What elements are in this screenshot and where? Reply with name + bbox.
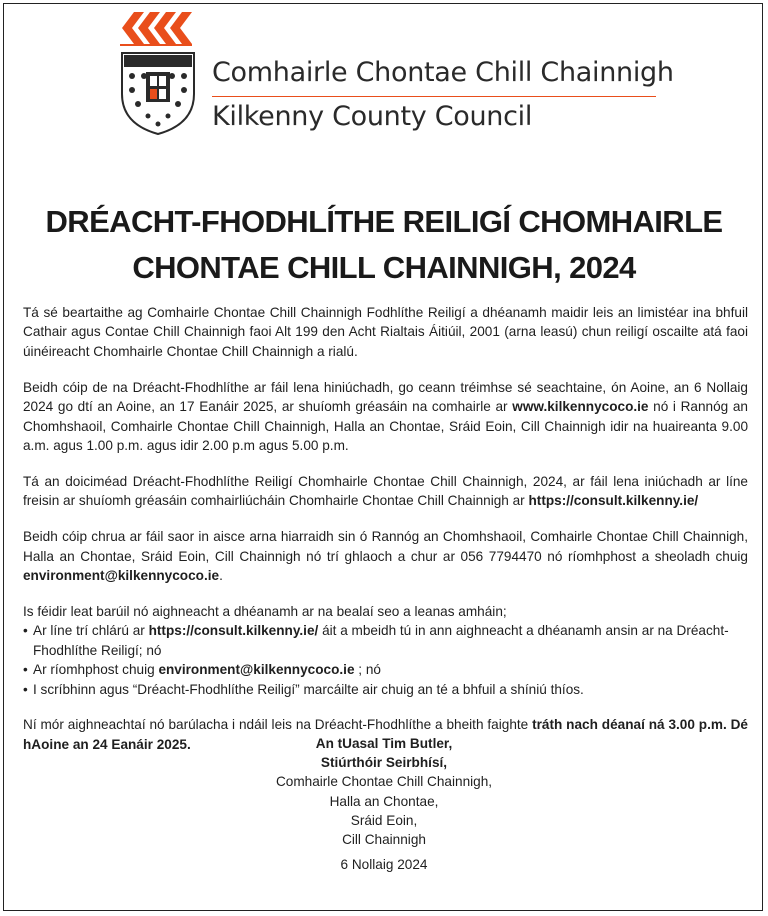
kilkenny-kk-logo-icon xyxy=(120,10,192,46)
method-online-text-b: áit a mbeidh tú in ann aighneacht a dhéanamh ansin ar na Dréacht-Fhodhlíthe Reiligí; nó xyxy=(33,623,729,658)
deadline-text: tráth nach déanaí ná 3.00 p.m. Dé hAoine an 24 Eanáir 2025. xyxy=(23,717,748,752)
notice-date: 6 Nollaig 2024 xyxy=(340,857,428,873)
signatory-organisation: Comhairle Chontae Chill Chainnigh, xyxy=(275,774,493,790)
submission-methods-list xyxy=(23,621,748,699)
method-email-text-b: ; nó xyxy=(354,662,381,678)
paragraph-submission-intro: Is féidir leat barúil nó aighneacht a dhéanamh ar na bealaí seo a leanas amháin; xyxy=(23,603,507,619)
address-line-2: Sráid Eoin, xyxy=(350,812,418,828)
council-name-english: Kilkenny County Council xyxy=(212,101,533,132)
signatory-role: Stiúrthóir Seirbhísí, xyxy=(320,755,448,771)
signature-block xyxy=(0,734,768,874)
title-line-1: DRÉACHT-FHODHLÍTHE REILIGÍ CHOMHAIRLE xyxy=(45,204,723,239)
method-writing: • I scríbhinn agus “Dréacht-Fhodhlíthe Reiligí” marcáilte air chuig an té a bhfuil a shíniú thíos. xyxy=(23,680,748,699)
paragraph-inspection xyxy=(23,378,748,456)
address-line-1: Halla an Chontae, xyxy=(329,793,439,809)
council-name-irish: Comhairle Chontae Chill Chainnigh xyxy=(212,57,674,88)
method-email-text-a: Ar ríomhphost chuig xyxy=(33,662,159,678)
paragraph-hard-copy-end: . xyxy=(219,567,223,583)
email-link[interactable]: environment@kilkennycoco.ie xyxy=(23,567,220,583)
paragraph-intro: Tá sé beartaithe ag Comhairle Chontae Chill Chainnigh Fodhlíthe Reiligí a dhéanamh maidir leis an limistéar ina bhfuil Cathair agus Contae Chill Chainnigh faoi Alt 199 den Acht Rialtais Áitiúil, 2001 (arna leasú) chun reiligí oscailte atá faoi úinéireacht Chomhairle Chontae Chill Chainnigh a rialú. xyxy=(23,305,748,359)
county-crest-icon xyxy=(118,50,198,136)
website-link[interactable]: www.kilkennycoco.ie xyxy=(512,399,649,415)
method-email-link[interactable]: environment@kilkennycoco.ie xyxy=(158,662,355,678)
signatory-name: An tUasal Tim Butler, xyxy=(315,736,453,751)
header-divider xyxy=(212,96,656,97)
method-online-link[interactable]: https://consult.kilkenny.ie/ xyxy=(148,623,319,639)
notice-body xyxy=(23,303,748,771)
paragraph-online xyxy=(23,472,748,511)
paragraph-hard-copy xyxy=(23,527,748,585)
title-line-2: CHONTAE CHILL CHAINNIGH, 2024 xyxy=(132,250,636,285)
paragraph-deadline-text: Ní mór aighneachtaí nó barúlacha i ndáil leis na Dréacht-Fhodhlíthe a bheith faighte xyxy=(23,717,533,733)
method-online xyxy=(23,621,748,660)
paragraph-inspection-text-b: nó i Rannóg an Chomhshaoil, Comhairle Chontae Chill Chainnigh, Halla an Chontae, Sráid Eoin, Cill Chainnigh idir na huaireanta 9.00 a.m. agus 1.00 p.m. agus idir 2.00 p.m agus 5.00 p.m. xyxy=(23,399,748,453)
consultation-link[interactable]: https://consult.kilkenny.ie/ xyxy=(528,493,699,509)
paragraph-hard-copy-text: Beidh cóip chrua ar fáil saor in aisce arna hiarraidh sin ó Rannóg an Chomhshaoil, Comhairle Chontae Chill Chainnigh, Halla an Chontae, Sráid Eoin, Cill Chainnigh nó trí ghlaoch a chur ar 056 7794470 nó ríomhphost a sheoladh chuig xyxy=(23,529,748,564)
address-line-3: Cill Chainnigh xyxy=(342,832,426,848)
method-email xyxy=(23,660,748,679)
method-online-text-a: Ar líne trí chlárú ar xyxy=(33,623,149,639)
notice-title xyxy=(0,199,768,291)
paragraph-inspection-text-a: Beidh cóip de na Dréacht-Fhodhlíthe ar fáil lena hiniúchadh, go ceann tréimhse sé seachtaine, ón Aoine, an 6 Nollaig 2024 go dtí an Aoine, an 17 Eanáir 2025, ar shuíomh gréasáin na comhairle ar xyxy=(23,379,748,415)
paragraph-online-text: Tá an doiciméad Dréacht-Fhodhlíthe Reiligí Chomhairle Chontae Chill Chainnigh, 2024, ar fáil lena iniúchadh ar líne freisin ar shuíomh gréasáin comhairliúcháin Chomhairle Chontae Chill Chainnigh ar xyxy=(23,473,748,509)
